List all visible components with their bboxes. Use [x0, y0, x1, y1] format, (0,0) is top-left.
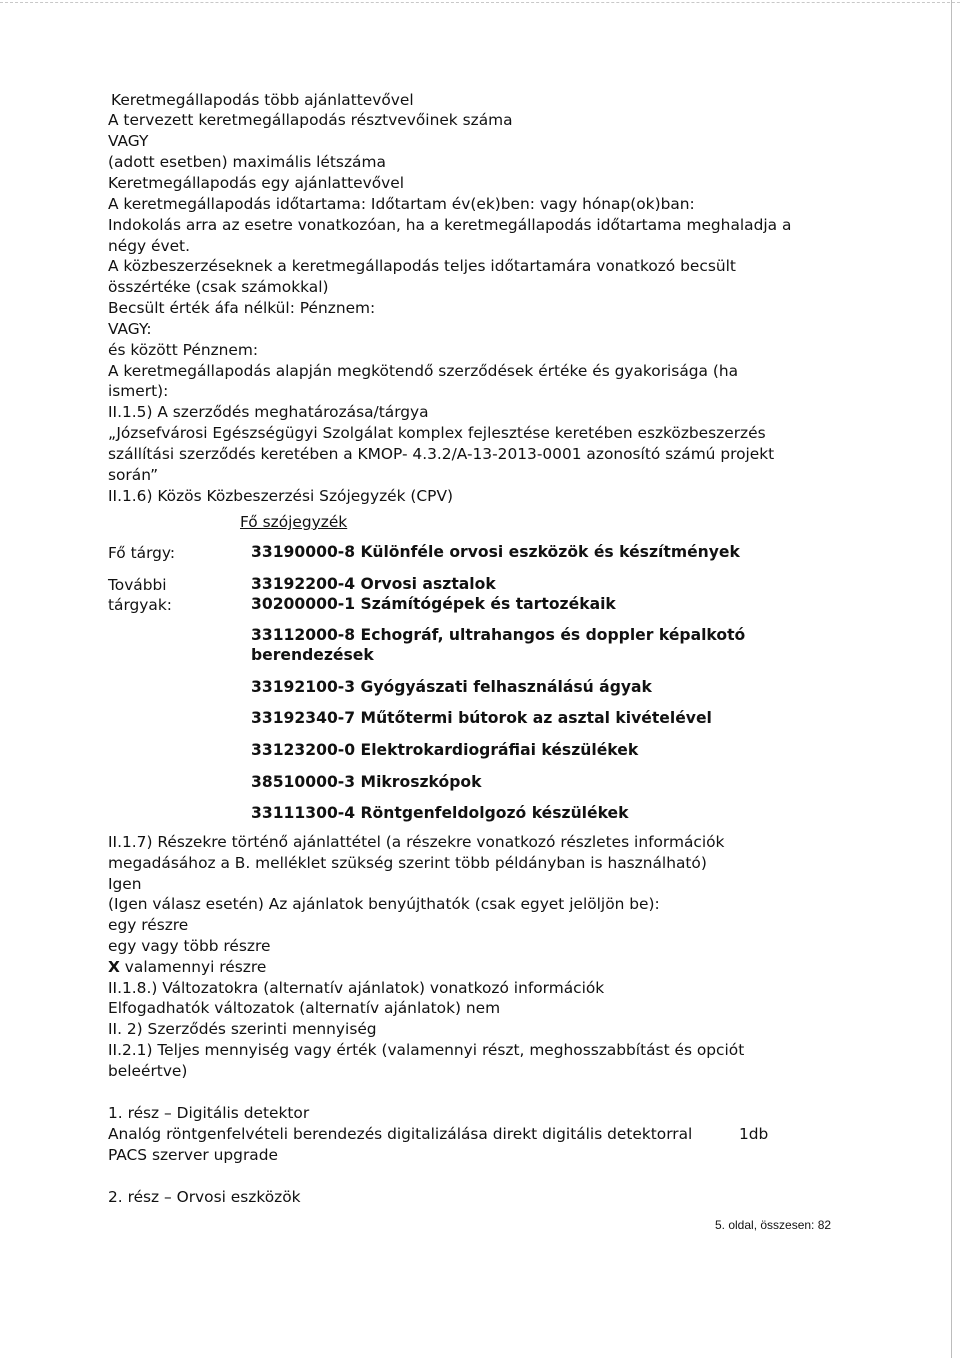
cpv-item: 33112000-8 Echográf, ultrahangos és doppler képalkotó — [251, 626, 746, 644]
text-line: VAGY: — [108, 320, 152, 338]
text-line: beleértve) — [108, 1062, 188, 1080]
part-title: 1. rész – Digitális detektor — [108, 1104, 310, 1122]
section-heading: II.1.5) A szerződés meghatározása/tárgya — [108, 403, 429, 421]
text-line: A közbeszerzéseknek a keretmegállapodás teljes időtartamára vonatkozó becsült — [108, 257, 736, 275]
section-heading: II.2.1) Teljes mennyiség vagy érték (valamennyi részt, meghosszabbítást és opciót — [108, 1041, 745, 1059]
cpv-item: 33192100-3 Gyógyászati felhasználású ágyak — [251, 678, 652, 696]
checked-option-label: valamennyi részre — [124, 958, 267, 976]
section-heading: II.1.6) Közös Közbeszerzési Szójegyzék (CPV) — [108, 487, 453, 505]
text-line: összértéke (csak számokkal) — [108, 278, 329, 296]
part-title: 2. rész – Orvosi eszközök — [108, 1188, 301, 1206]
cpv-other-label: További — [108, 576, 167, 594]
section-heading: II. 2) Szerződés szerinti mennyiség — [108, 1020, 377, 1038]
text-line: egy részre — [108, 916, 189, 934]
cpv-header: Fő szójegyzék — [240, 513, 348, 531]
cpv-item: 33192340-7 Műtőtermi bútorok az asztal kivételével — [251, 709, 712, 727]
text-line: A keretmegállapodás időtartama: Időtartam év(ek)ben: vagy hónap(ok)ban: — [108, 195, 695, 213]
text-line: Keretmegállapodás egy ajánlattevővel — [108, 174, 404, 192]
text-line: során” — [108, 466, 159, 484]
cpv-item: 33192200-4 Orvosi asztalok — [251, 575, 496, 593]
text-line: Igen — [108, 875, 142, 893]
section-heading: II.1.7) Részekre történő ajánlattétel (a részekre vonatkozó részletes információk — [108, 833, 725, 851]
text-line: Elfogadhatók változatok (alternatív ajánlatok) nem — [108, 999, 501, 1017]
cpv-main-label: Fő tárgy: — [108, 544, 176, 562]
text-line: és között Pénznem: — [108, 341, 259, 359]
text-line: A keretmegállapodás alapján megkötendő szerződések értéke és gyakorisága (ha — [108, 362, 739, 380]
text-line: ismert): — [108, 382, 169, 400]
text-line: (adott esetben) maximális létszáma — [108, 153, 386, 171]
text-line: Keretmegállapodás több ajánlattevővel — [111, 91, 414, 109]
cpv-item: 33111300-4 Röntgenfeldolgozó készülékek — [251, 804, 629, 822]
cpv-item: 33123200-0 Elektrokardiográfiai készülékek — [251, 741, 639, 759]
text-line: szállítási szerződés keretében a KMOP- 4.3.2/A-13-2013-0001 azonosító számú projekt — [108, 445, 775, 463]
part-item: Analóg röntgenfelvételi berendezés digitalizálása direkt digitális detektorral — [108, 1125, 693, 1143]
text-line: „Józsefvárosi Egészségügyi Szolgálat komplex fejlesztése keretében eszközbeszerzés — [108, 424, 766, 442]
section-heading: II.1.8.) Változatokra (alternatív ajánlatok) vonatkozó információk — [108, 979, 605, 997]
text-line: Becsült érték áfa nélkül: Pénznem: — [108, 299, 376, 317]
cpv-item: berendezések — [251, 646, 374, 664]
text-line: egy vagy több részre — [108, 937, 271, 955]
text-line: megadásához a B. melléklet szükség szerint több példányban is használható) — [108, 854, 707, 872]
text-line: (Igen válasz esetén) Az ajánlatok benyújthatók (csak egyet jelöljön be): — [108, 895, 660, 913]
checked-option — [108, 957, 266, 977]
part-item: PACS szerver upgrade — [108, 1146, 278, 1164]
check-mark: X — [108, 958, 120, 976]
scan-edge-right — [951, 0, 952, 1358]
text-line: A tervezett keretmegállapodás résztvevőinek száma — [108, 111, 513, 129]
cpv-main-code: 33190000-8 Különféle orvosi eszközök és készítmények — [251, 543, 740, 561]
page-number-footer: 5. oldal, összesen: 82 — [715, 1218, 832, 1232]
cpv-item: 38510000-3 Mikroszkópok — [251, 773, 482, 791]
scan-edge-top — [0, 2, 960, 3]
cpv-item: 30200000-1 Számítógépek és tartozékaik — [251, 595, 616, 613]
text-line: Indokolás arra az esetre vonatkozóan, ha a keretmegállapodás időtartama meghaladja a — [108, 216, 792, 234]
text-line: négy évet. — [108, 237, 190, 255]
cpv-other-label: tárgyak: — [108, 596, 172, 614]
text-line: VAGY — [108, 132, 149, 150]
part-quantity: 1db — [739, 1125, 769, 1143]
